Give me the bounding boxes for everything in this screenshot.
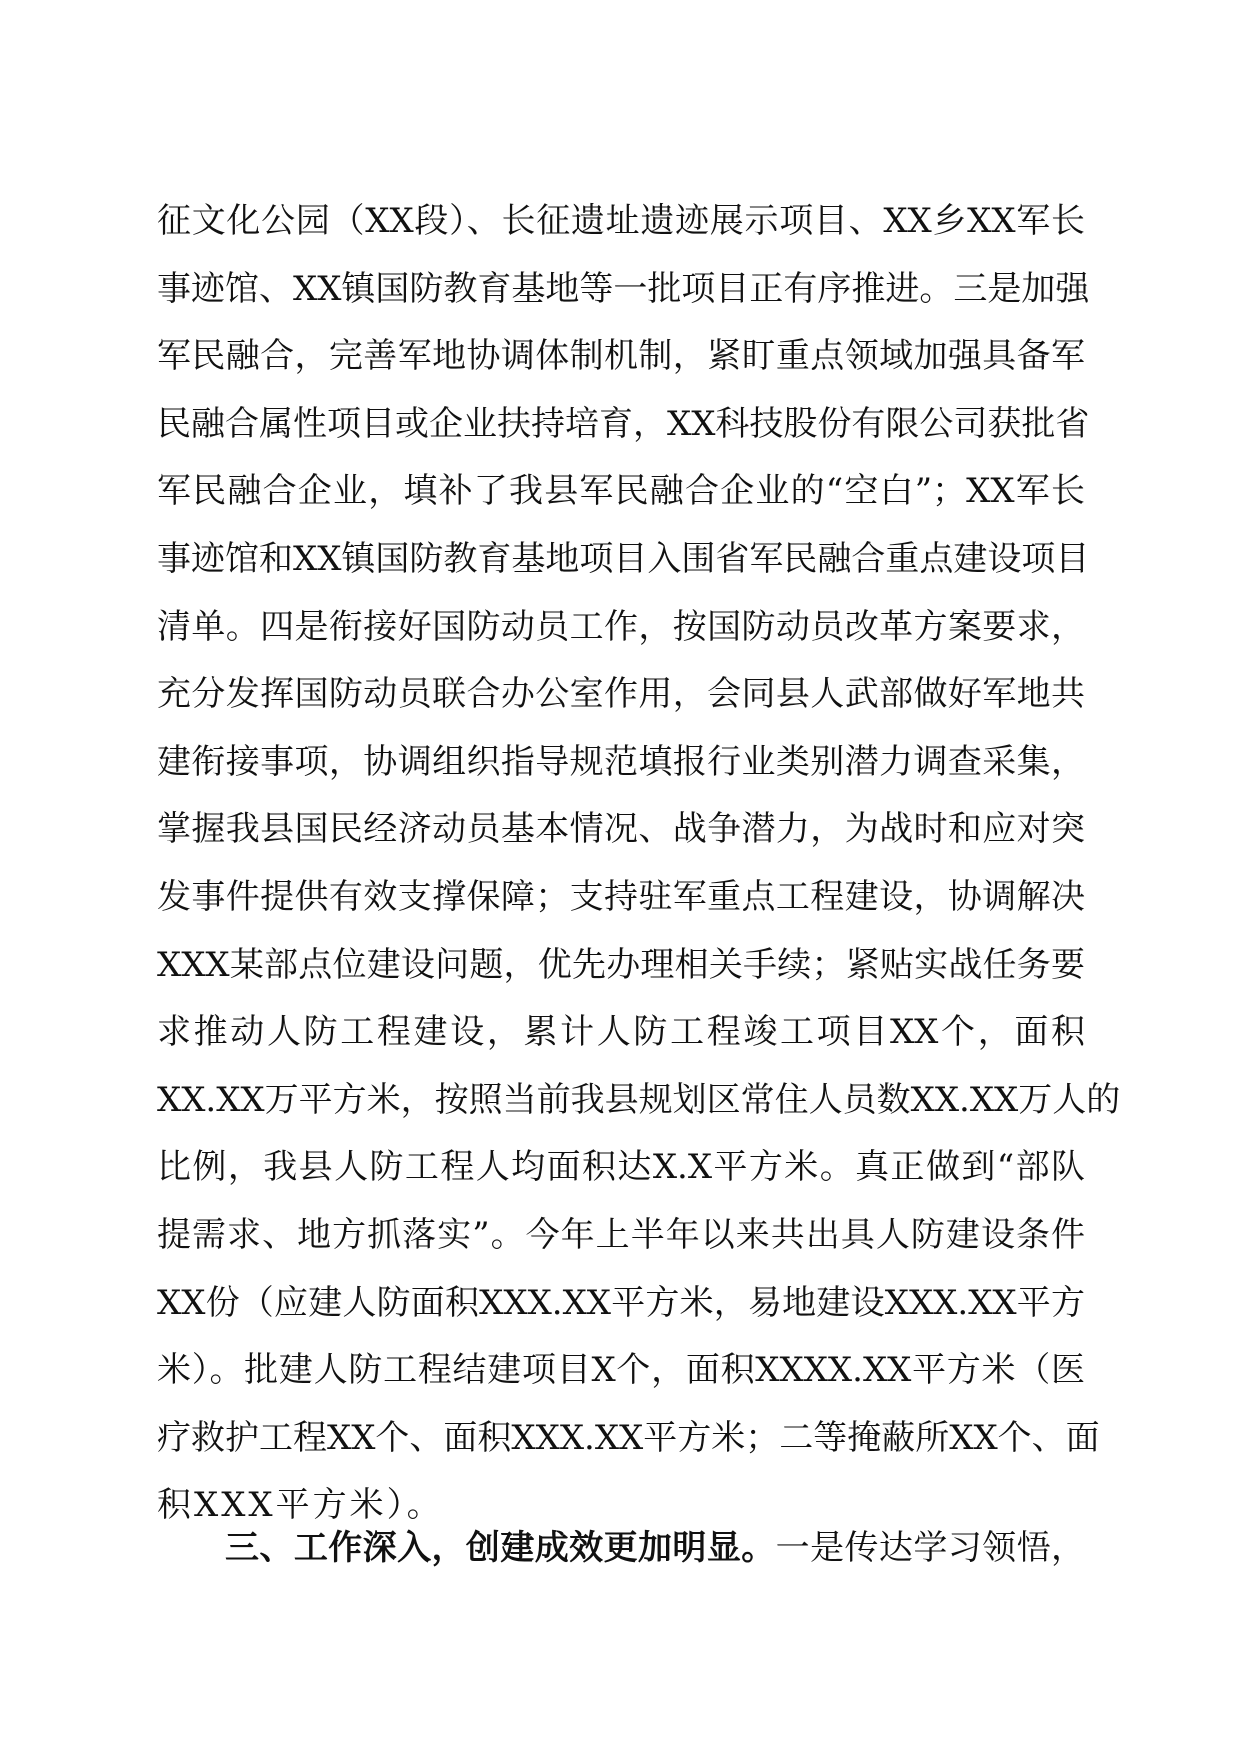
paragraph-line-20: 积XXX平方米）。 bbox=[157, 1485, 444, 1526]
section-text: 一是传达学习领悟， bbox=[775, 1528, 1086, 1568]
paragraph-line-15: 比例，我县人防工程人均面积达X.X平方米。真正做到“部队 bbox=[157, 1147, 1085, 1188]
paragraph-line-18: 米）。批建人防工程结建项目X个，面积XXXX.XX平方米（医 bbox=[157, 1350, 1085, 1391]
paragraph-line-10: 掌握我县国民经济动员基本情况、战争潜力，为战时和应对突 bbox=[157, 809, 1085, 850]
paragraph-line-14: XX.XX万平方米，按照当前我县规划区常住人员数XX.XX万人的 bbox=[157, 1079, 1121, 1120]
body-paragraph bbox=[157, 188, 1121, 1540]
section-heading: 三、工作深入，创建成效更加明显。 bbox=[225, 1528, 776, 1568]
paragraph-line-7: 清单。四是衔接好国防动员工作，按国防动员改革方案要求， bbox=[157, 606, 1085, 647]
paragraph-line-5: 军民融合企业，填补了我县军民融合企业的“空白”；XX军长 bbox=[157, 471, 1085, 512]
paragraph-line-9: 建衔接事项，协调组织指导规范填报行业类别潜力调查采集， bbox=[157, 741, 1085, 782]
paragraph-line-11: 发事件提供有效支撑保障；支持驻军重点工程建设，协调解决 bbox=[157, 876, 1085, 917]
section-three bbox=[157, 1515, 1085, 1583]
paragraph-line-12: XXX某部点位建设问题，优先办理相关手续；紧贴实战任务要 bbox=[157, 944, 1085, 985]
paragraph-line-6: 事迹馆和XX镇国防教育基地项目入围省军民融合重点建设项目 bbox=[157, 538, 1090, 579]
paragraph-line-17: XX份（应建人防面积XXX.XX平方米，易地建设XXX.XX平方 bbox=[157, 1282, 1085, 1323]
paragraph-line-13: 求推动人防工程建设，累计人防工程竣工项目XX个，面积 bbox=[157, 1012, 1085, 1053]
paragraph-line-16: 提需求、地方抓落实”。今年上半年以来共出具人防建设条件 bbox=[157, 1214, 1085, 1255]
paragraph-line-2: 事迹馆、XX镇国防教育基地等一批项目正有序推进。三是加强 bbox=[157, 268, 1090, 309]
paragraph-line-3: 军民融合，完善军地协调体制机制，紧盯重点领域加强具备军 bbox=[157, 336, 1085, 377]
paragraph-line-1: 征文化公园（XX段）、长征遗址遗迹展示项目、XX乡XX军长 bbox=[157, 201, 1085, 241]
paragraph-line-19: 疗救护工程XX个、面积XXX.XX平方米；二等掩蔽所XX个、面 bbox=[157, 1417, 1100, 1458]
paragraph-line-8: 充分发挥国防动员联合办公室作用，会同县人武部做好军地共 bbox=[157, 674, 1085, 715]
paragraph-line-4: 民融合属性项目或企业扶持培育，XX科技股份有限公司获批省 bbox=[157, 403, 1090, 444]
